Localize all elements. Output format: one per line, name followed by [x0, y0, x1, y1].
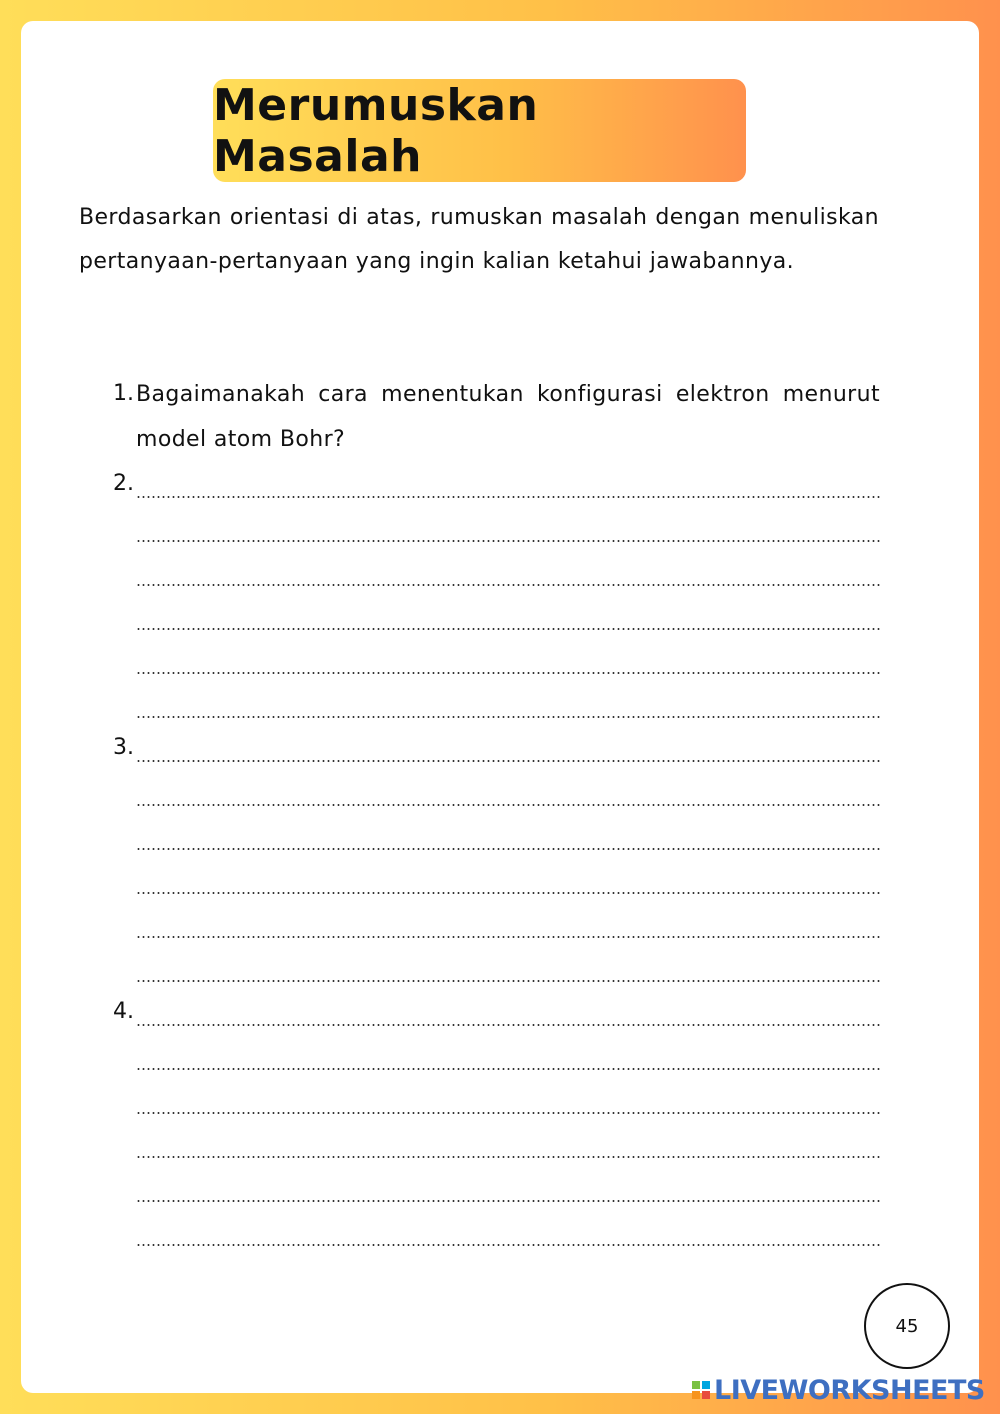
answer-line[interactable] [136, 814, 880, 858]
answer-line[interactable] [136, 902, 880, 946]
question-item-2 [104, 462, 880, 726]
question-number: 3. [113, 735, 134, 760]
question-number: 2. [113, 471, 134, 496]
answer-line[interactable] [136, 462, 880, 506]
question-number: 1. [113, 381, 134, 406]
liveworksheets-watermark [692, 1374, 985, 1406]
question-item-3 [104, 726, 880, 990]
answer-line[interactable] [136, 1166, 880, 1210]
answer-line[interactable] [136, 594, 880, 638]
answer-line[interactable] [136, 506, 880, 550]
answer-line[interactable] [136, 1122, 880, 1166]
answer-area-2[interactable] [136, 462, 880, 726]
answer-line[interactable] [136, 858, 880, 902]
watermark-text: LIVEWORKSHEETS [714, 1374, 985, 1406]
answer-line[interactable] [136, 1210, 880, 1254]
answer-line[interactable] [136, 946, 880, 990]
answer-line[interactable] [136, 726, 880, 770]
page-number-badge [864, 1283, 950, 1369]
question-item-1 [104, 372, 880, 462]
answer-line[interactable] [136, 682, 880, 726]
page-title: Merumuskan Masalah [213, 79, 539, 182]
answer-line[interactable] [136, 1078, 880, 1122]
answer-line[interactable] [136, 638, 880, 682]
answer-line[interactable] [136, 990, 880, 1034]
question-item-4 [104, 990, 880, 1254]
title-banner [213, 79, 746, 182]
answer-area-4[interactable] [136, 990, 880, 1254]
question-text: Bagaimanakah cara menentukan konfigurasi elektron menurut model atom Bohr? [136, 382, 880, 452]
question-number: 4. [113, 999, 134, 1024]
answer-line[interactable] [136, 1034, 880, 1078]
answer-area-3[interactable] [136, 726, 880, 990]
instruction-text: Berdasarkan orientasi di atas, rumuskan masalah dengan menuliskan pertanyaan-pertanyaan yang ingin kalian ketahui jawabannya. [79, 205, 879, 274]
question-list [104, 372, 880, 1254]
answer-line[interactable] [136, 550, 880, 594]
page-number: 45 [895, 1315, 919, 1337]
liveworksheets-logo-icon [692, 1381, 710, 1399]
answer-line[interactable] [136, 770, 880, 814]
